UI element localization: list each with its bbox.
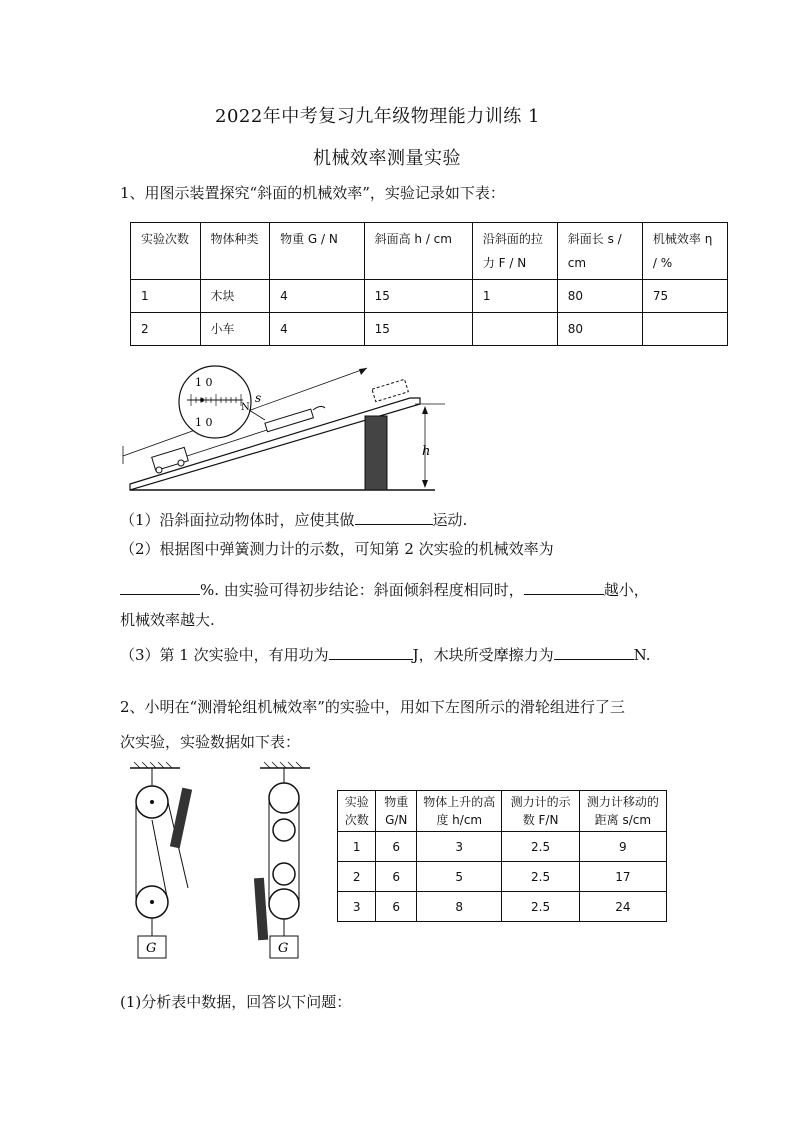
q1-sub1 xyxy=(120,510,467,528)
q1-sub1-text: （1）沿斜面拉动物体时，应使其做 xyxy=(120,511,355,529)
q1-sub2-line3: 机械效率越大. xyxy=(120,611,215,629)
header-cell: 测力计移动的距离 s/cm xyxy=(579,791,666,832)
table-cell: 4 xyxy=(270,313,365,346)
q1-sub3-mid: J，木块所受摩擦力为 xyxy=(412,646,554,664)
table-cell: 6 xyxy=(376,862,417,892)
q1-sub3-text: （3）第 1 次实验中，有用功为 xyxy=(120,646,329,664)
table-row xyxy=(338,862,667,892)
q1-sub3-end: N. xyxy=(633,646,651,664)
table-cell: 8 xyxy=(417,892,502,922)
table-cell: 5 xyxy=(417,862,502,892)
q1-sub2-text-end: 越小， xyxy=(603,581,649,599)
table-cell: 80 xyxy=(557,313,642,346)
table-row xyxy=(131,313,728,346)
table-cell: 小车 xyxy=(200,313,270,346)
header-cell: 机械效率 η / % xyxy=(642,223,727,280)
scale-bottom-label: 1 0 xyxy=(195,416,213,429)
q2-intro-line1: 2、小明在“测滑轮组机械效率”的实验中，用如下左图所示的滑轮组进行了三 xyxy=(120,698,625,716)
table-cell: 80 xyxy=(557,280,642,313)
table-cell: 木块 xyxy=(200,280,270,313)
header-cell: 沿斜面的拉力 F / N xyxy=(472,223,557,280)
q2-intro-line2: 次实验，实验数据如下表： xyxy=(120,733,301,751)
table-cell: 2.5 xyxy=(502,892,579,922)
answer-blank[interactable] xyxy=(554,645,634,660)
header-cell: 斜面长 s / cm xyxy=(557,223,642,280)
table-cell: 3 xyxy=(338,892,376,922)
pulley-figure xyxy=(120,758,320,963)
header-cell: 实验次数 xyxy=(131,223,201,280)
scale-top-label: 1 0 xyxy=(195,376,213,389)
q1-sub2-line2 xyxy=(120,580,649,598)
table-cell: 2 xyxy=(338,862,376,892)
table-cell: 4 xyxy=(270,280,365,313)
answer-blank[interactable] xyxy=(355,510,433,525)
answer-blank[interactable] xyxy=(524,580,604,595)
answer-blank[interactable] xyxy=(329,645,413,660)
page-title: 2022年中考复习九年级物理能力训练 1 xyxy=(215,106,540,127)
q1-sub2-text: %. 由实验可得初步结论：斜面倾斜程度相同时， xyxy=(200,581,524,599)
q1-sub1-end: 运动. xyxy=(432,511,468,529)
q1-intro: 1、用图示装置探究“斜面的机械效率”，实验记录如下表： xyxy=(120,184,505,202)
table-row xyxy=(338,832,667,862)
table-cell: 15 xyxy=(364,313,472,346)
header-cell: 物体上升的高度 h/cm xyxy=(417,791,502,832)
table-cell: 1 xyxy=(472,280,557,313)
h-label: h xyxy=(422,444,431,459)
table-cell: 2 xyxy=(131,313,201,346)
table-cell: 1 xyxy=(338,832,376,862)
table-cell[interactable] xyxy=(472,313,557,346)
pulley-table xyxy=(337,790,667,922)
table-cell[interactable] xyxy=(642,313,727,346)
table-cell: 2.5 xyxy=(502,832,579,862)
header-cell: 测力计的示数 F/N xyxy=(502,791,579,832)
table-cell: 75 xyxy=(642,280,727,313)
table-row xyxy=(338,892,667,922)
page-subtitle: 机械效率测量实验 xyxy=(313,148,461,169)
table-cell: 3 xyxy=(417,832,502,862)
header-cell: 物重 G/N xyxy=(376,791,417,832)
table-header-row xyxy=(338,791,667,832)
table-cell: 6 xyxy=(376,832,417,862)
weight-label-right: G xyxy=(278,941,289,956)
q2-sub1: (1)分析表中数据，回答以下问题： xyxy=(120,993,352,1011)
q1-sub2: （2）根据图中弹簧测力计的示数，可知第 2 次实验的机械效率为 xyxy=(120,540,554,558)
header-cell: 斜面高 h / cm xyxy=(364,223,472,280)
table-cell: 1 xyxy=(131,280,201,313)
table-cell: 15 xyxy=(364,280,472,313)
incline-figure xyxy=(115,360,445,500)
table-cell: 24 xyxy=(579,892,666,922)
table-row xyxy=(131,280,728,313)
table-header-row xyxy=(131,223,728,280)
s-label: s xyxy=(255,391,262,405)
table-cell: 2.5 xyxy=(502,862,579,892)
table-cell: 6 xyxy=(376,892,417,922)
scale-unit-label: N xyxy=(241,402,250,413)
table-cell: 9 xyxy=(579,832,666,862)
header-cell: 实验次数 xyxy=(338,791,376,832)
incline-table xyxy=(130,222,728,346)
header-cell: 物重 G / N xyxy=(270,223,365,280)
q1-sub3 xyxy=(120,645,651,663)
header-cell: 物体种类 xyxy=(200,223,270,280)
answer-blank[interactable] xyxy=(120,580,200,595)
table-cell: 17 xyxy=(579,862,666,892)
weight-label: G xyxy=(146,941,157,956)
